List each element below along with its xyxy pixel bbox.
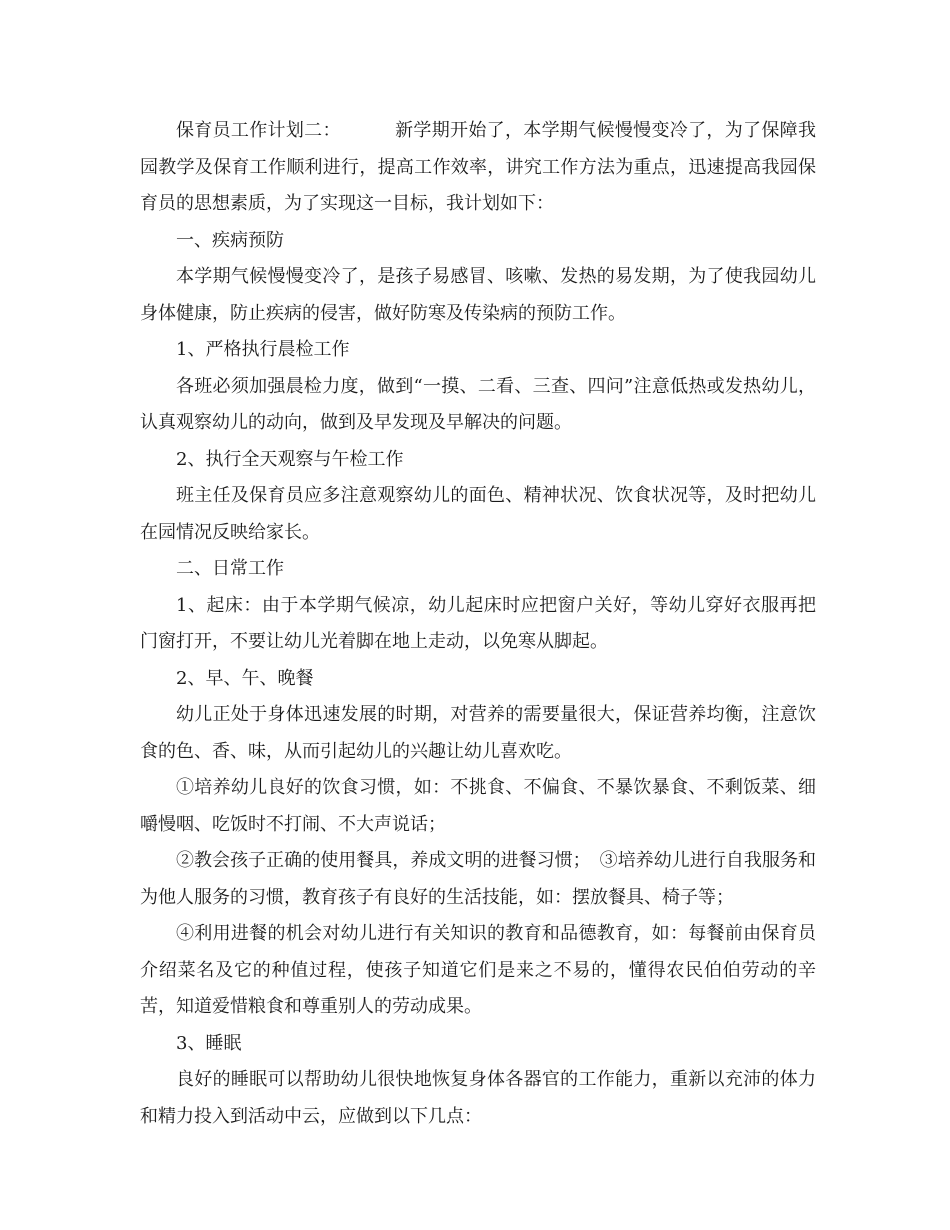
plan-title: 保育员工作计划二： xyxy=(176,120,341,141)
paragraph: ①培养幼儿良好的饮食习惯，如：不挑食、不偏食、不暴饮暴食、不剩饭菜、细嚼慢咽、吃饭时不打闹、不大声说话； xyxy=(140,777,816,835)
paragraph: 班主任及保育员应多注意观察幼儿的面色、精神状况、饮食状况等，及时把幼儿在园情况反映给家长。 xyxy=(140,485,816,543)
intro-paragraph xyxy=(140,113,816,223)
document-body xyxy=(140,113,816,1135)
intro-text: 新学期开始了，本学期气候慢慢变冷了，为了保障我园教学及保育工作顺利进行，提高工作效率，讲究工作方法为重点，迅速提高我园保育员的思想素质，为了实现这一目标，我计划如下： xyxy=(140,120,816,214)
section-heading-disease-prevention: 一、疾病预防 xyxy=(176,229,284,251)
paragraph: 各班必须加强晨检力度，做到“一摸、二看、三查、四问”注意低热或发热幼儿，认真观察幼儿的动向，做到及早发现及早解决的问题。 xyxy=(140,375,816,433)
paragraph: ④利用进餐的机会对幼儿进行有关知识的教育和品德教育，如：每餐前由保育员介绍菜名及它的种值过程，使孩子知道它们是来之不易的，懂得农民伯伯劳动的辛苦，知道爱惜粮食和尊重别人的劳动成果。 xyxy=(140,923,816,1017)
paragraph: 本学期气候慢慢变冷了，是孩子易感冒、咳嗽、发热的易发期，为了使我园幼儿身体健康，防止疾病的侵害，做好防寒及传染病的预防工作。 xyxy=(140,266,816,324)
subheading-all-day-observation: 2、执行全天观察与午检工作 xyxy=(176,448,404,470)
paragraph: 幼儿正处于身体迅速发展的时期，对营养的需要量很大，保证营养均衡，注意饮食的色、香、味，从而引起幼儿的兴趣让幼儿喜欢吃。 xyxy=(140,704,816,762)
section-heading-daily-work: 二、日常工作 xyxy=(176,558,284,579)
paragraph: ②教会孩子正确的使用餐具，养成文明的进餐习惯； ③培养幼儿进行自我服务和为他人服务的习惯，教育孩子有良好的生活技能，如：摆放餐具、椅子等； xyxy=(140,850,816,908)
subheading-meals: 2、早、午、晚餐 xyxy=(176,667,314,689)
subheading-sleep: 3、睡眠 xyxy=(176,1032,242,1054)
subheading-morning-check: 1、严格执行晨检工作 xyxy=(176,339,350,360)
paragraph: 良好的睡眠可以帮助幼儿很快地恢复身体各器官的工作能力，重新以充沛的体力和精力投入到活动中云，应做到以下几点： xyxy=(140,1069,816,1127)
paragraph: 1、起床：由于本学期气候凉，幼儿起床时应把窗户关好，等幼儿穿好衣服再把门窗打开，不要让幼儿光着脚在地上走动，以免寒从脚起。 xyxy=(140,594,816,652)
